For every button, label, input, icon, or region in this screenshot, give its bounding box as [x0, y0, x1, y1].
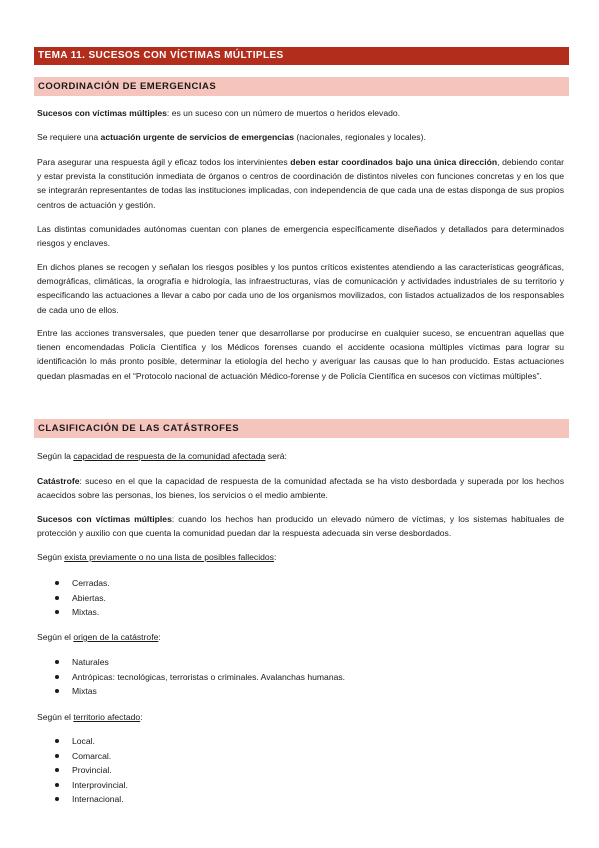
bullet-icon [55, 783, 59, 787]
bullet-icon [55, 660, 59, 664]
list-item: Abiertas. [55, 591, 110, 606]
bullet-icon [55, 739, 59, 743]
list-item: Interprovincial. [55, 778, 128, 793]
paragraph-territorio-intro: Según el territorio afectado: [37, 712, 143, 722]
paragraph-coordinacion: Para asegurar una respuesta ágil y eficaz todos los intervinientes deben estar coordinados bajo una única dirección, debiendo contar y estar prevista la constitución inmediata de órganos o centros de coordinación de distintos niveles con funciones concretas y en los que se integrarán representantes de todas las instituciones implicadas, con independencia de que cada una de estas disponga de sus propios centros de actuación y gestión. [37, 157, 564, 210]
list-item: Local. [55, 734, 128, 749]
list-item: Comarcal. [55, 749, 128, 764]
section-heading-clasificacion: CLASIFICACIÓN DE LAS CATÁSTROFES [34, 419, 569, 438]
list-item: Internacional. [55, 792, 128, 807]
paragraph-catastrofe: Catástrofe: suceso en el que la capacidad de respuesta de la comunidad afectada se ha visto desbordada y superada por los hechos acaecidos sobre las personas, los bienes, los servicios o el medio ambiente. [37, 476, 564, 501]
list-item: Naturales [55, 655, 345, 670]
paragraph-origen-intro: Según el origen de la catástrofe: [37, 632, 161, 642]
list-fallecidos [55, 576, 110, 620]
list-item: Mixtas [55, 684, 345, 699]
paragraph-sucesos-victimas: Sucesos con víctimas múltiples: cuando los hechos han producido un elevado número de víctimas, y los sistemas habituales de protección y auxilio con que cuenta la comunidad puedan dar la respuesta adecuada sin verse desbordados. [37, 514, 564, 539]
page-title: TEMA 11. SUCESOS CON VÍCTIMAS MÚLTIPLES [34, 47, 569, 65]
list-territorio [55, 734, 128, 807]
paragraph-capacidad-intro: Según la capacidad de respuesta de la comunidad afectada será: [37, 451, 287, 461]
paragraph-comunidades: Las distintas comunidades autónomas cuentan con planes de emergencia específicamente diseñados y detallados para determinados riesgos y enclaves. [37, 224, 564, 249]
bullet-icon [55, 768, 59, 772]
bullet-icon [55, 581, 59, 585]
list-item: Mixtas. [55, 605, 110, 620]
list-item: Cerradas. [55, 576, 110, 591]
bullet-icon [55, 610, 59, 614]
bullet-icon [55, 675, 59, 679]
paragraph-lista-intro: Según exista previamente o no una lista de posibles fallecidos: [37, 552, 277, 562]
bullet-icon [55, 689, 59, 693]
paragraph-definicion: Sucesos con víctimas múltiples: es un suceso con un número de muertos o heridos elevado. [37, 108, 401, 118]
list-item: Provincial. [55, 763, 128, 778]
paragraph-acciones-transversales: Entre las acciones transversales, que pueden tener que desarrollarse por producirse en cualquier suceso, se encuentran aquellas que tienen encomendadas Policía Científica y los Médicos forenses cuando el accidente ocasiona múltiples víctimas para lograr su identificación lo más pronto posible, determinar la etiología del hecho y averiguar las causas que lo han producido. Estas actuaciones quedan plasmadas en el “Protocolo nacional de actuación Médico-forense y de Policía Científica en sucesos con víctimas múltiples”. [37, 328, 564, 381]
section-heading-coordinacion: COORDINACIÓN DE EMERGENCIAS [34, 77, 569, 96]
paragraph-actuacion-urgente: Se requiere una actuación urgente de servicios de emergencias (nacionales, regionales y locales). [37, 132, 426, 142]
list-item: Antrópicas: tecnológicas, terroristas o criminales. Avalanchas humanas. [55, 670, 345, 685]
bullet-icon [55, 797, 59, 801]
list-origen [55, 655, 345, 699]
bullet-icon [55, 596, 59, 600]
bullet-icon [55, 754, 59, 758]
paragraph-planes: En dichos planes se recogen y señalan los riesgos posibles y los puntos críticos existentes atendiendo a las características geográficas, demográficas, climáticas, la orografía e hidrología, las infraestructuras, vías de comunicación y actividades industriales de su territorio y especificando las actuaciones a llevar a cabo por cada uno de los organismos movilizados, con listados actualizados de los responsables de cada uno de ellos. [37, 262, 564, 315]
